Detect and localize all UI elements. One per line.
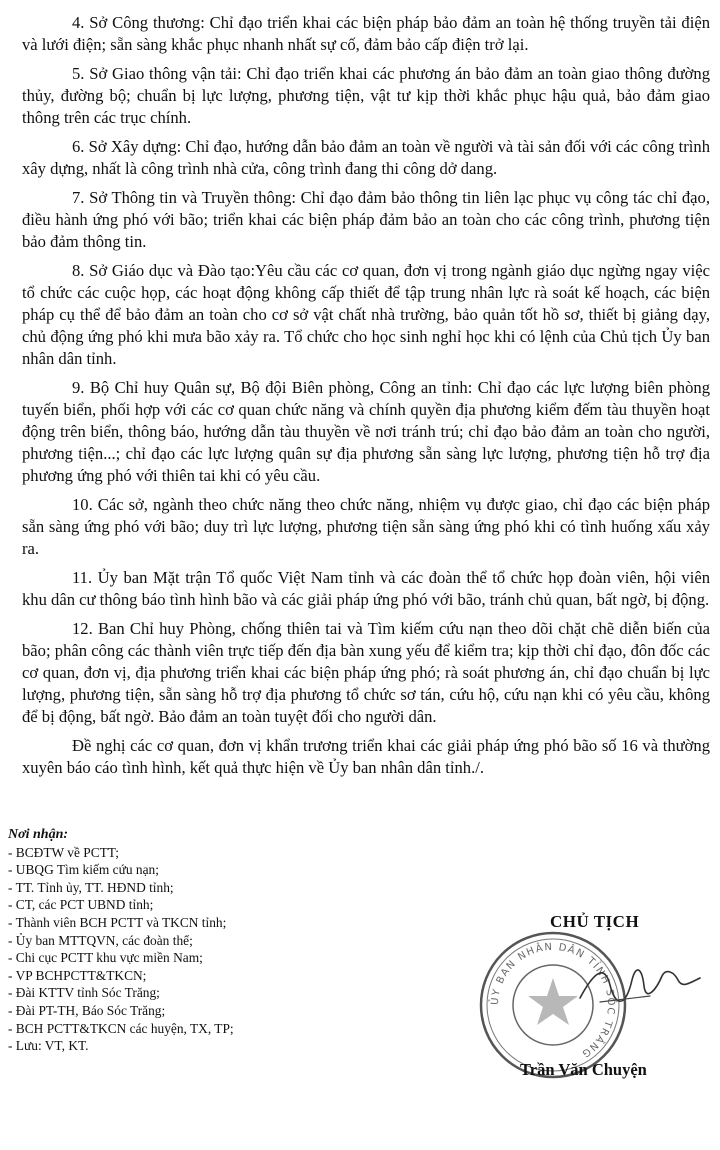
signatory-title: CHỦ TỊCH <box>550 912 640 931</box>
recipient-item: - Lưu: VT, KT. <box>8 1038 89 1054</box>
recipient-item: - Đài KTTV tỉnh Sóc Trăng; <box>8 985 160 1001</box>
paragraph-item-10: 10. Các sở, ngành theo chức năng theo chức năng, nhiệm vụ được giao, chỉ đạo các biện pháp sẵn sàng ứng phó với bão; duy trì lực lượng, phương tiện sẵn sàng ứng phó khi có tình huống xấu xảy ra. <box>22 495 710 558</box>
paragraph-item-12: 12. Ban Chỉ huy Phòng, chống thiên tai và Tìm kiếm cứu nạn theo dõi chặt chẽ diễn biến của bão; phân công các thành viên trực tiếp đến địa bàn xung yếu để kiểm tra; kịp thời chỉ đạo, đôn đốc các cơ quan, đơn vị, địa phương triển khai các biện pháp ứng phó; rà soát phương án, chỉ đạo chuẩn bị lực lượng, phương tiện, sẵn sàng hỗ trợ địa phương tổ chức sơ tán, cứu hộ, cứu nạn khi có yêu cầu, không để bị động, bất ngờ. Bảo đảm an toàn tuyệt đối cho người dân. <box>22 619 710 726</box>
recipient-item: - Ủy ban MTTQVN, các đoàn thể; <box>8 932 193 948</box>
recipients-label: Nơi nhận: <box>8 827 69 842</box>
handwritten-signature-icon <box>570 950 710 1020</box>
recipient-item: - CT, các PCT UBND tỉnh; <box>8 897 154 913</box>
closing-paragraph: Đề nghị các cơ quan, đơn vị khẩn trương triển khai các giải pháp ứng phó bão số 16 và thường xuyên báo cáo tình hình, kết quả thực hiện về Ủy ban nhân dân tỉnh./. <box>22 736 710 777</box>
recipient-item: - UBQG Tìm kiếm cứu nạn; <box>8 862 159 878</box>
recipient-item: - Thành viên BCH PCTT và TKCN tỉnh; <box>8 914 227 930</box>
recipient-item: - BCH PCTT&TKCN các huyện, TX, TP; <box>8 1020 234 1036</box>
seal-text: ỦY BAN NHÂN DÂN TỈNH SÓC TRĂNG <box>489 941 617 1060</box>
paragraph-item-7: 7. Sở Thông tin và Truyền thông: Chỉ đạo đảm bảo thông tin liên lạc phục vụ công tác chỉ đạo, điều hành ứng phó với bão; triển khai các biện pháp đảm bảo an toàn cho các công trình, phương tiện bảo đảm thông tin. <box>22 188 710 251</box>
signatory-name: Trần Văn Chuyện <box>520 1060 647 1079</box>
paragraph-item-6: 6. Sở Xây dựng: Chỉ đạo, hướng dẫn bảo đảm an toàn về người và tài sản đối với các công trình xây dựng, nhất là công trình nhà cửa, công trình đang thi công dở dang. <box>22 137 710 178</box>
recipients-block <box>8 826 368 1055</box>
recipient-item: - TT. Tỉnh ủy, TT. HĐND tỉnh; <box>8 879 174 895</box>
document-body <box>22 12 710 786</box>
paragraph-item-11: 11. Ủy ban Mặt trận Tổ quốc Việt Nam tỉnh và các đoàn thể tổ chức họp đoàn viên, hội viên khu dân cư thông báo tình hình bão và các giải pháp ứng phó với bão, tránh chủ quan, bất ngờ, bị động. <box>22 568 710 609</box>
recipient-item: - BCĐTW về PCTT; <box>8 844 119 860</box>
paragraph-item-4: 4. Sở Công thương: Chỉ đạo triển khai các biện pháp bảo đảm an toàn hệ thống truyền tải điện và lưới điện; sẵn sàng khắc phục nhanh nhất sự cố, đảm bảo cấp điện trở lại. <box>22 13 710 54</box>
paragraph-item-5: 5. Sở Giao thông vận tải: Chỉ đạo triển khai các phương án bảo đảm an toàn giao thông đường thủy, đường bộ; chuẩn bị lực lượng, phương tiện, vật tư kịp thời khắc phục hậu quả, bảo đảm giao thông trên các trục chính. <box>22 64 710 127</box>
recipient-item: - Đài PT-TH, Báo Sóc Trăng; <box>8 1002 166 1018</box>
recipient-item: - Chi cục PCTT khu vực miền Nam; <box>8 950 203 966</box>
recipient-item: - VP BCHPCTT&TKCN; <box>8 967 147 983</box>
paragraph-item-8: 8. Sở Giáo dục và Đào tạo:Yêu cầu các cơ quan, đơn vị trong ngành giáo dục ngừng ngay việc tổ chức các cuộc họp, các hoạt động không cấp thiết để tập trung nhân lực rà soát kế hoạch, các biện pháp cụ thể để bảo đảm an toàn cho cơ sở vật chất nhà trường, bảo quản tốt hồ sơ, thiết bị giảng dạy, chủ động ứng phó khi mưa bão xảy ra. Tổ chức cho học sinh nghỉ học khi có lệnh của Chủ tịch Ủy ban nhân dân tỉnh. <box>22 261 710 368</box>
paragraph-item-9: 9. Bộ Chỉ huy Quân sự, Bộ đội Biên phòng, Công an tỉnh: Chỉ đạo các lực lượng biên phòng tuyến biển, phối hợp với các cơ quan chức năng và chính quyền địa phương kiểm đếm tàu thuyền hoạt động trên biển, thông báo, hướng dẫn tàu thuyền về nơi tránh trú; chỉ đạo bảo đảm an toàn cho người, phương tiện...; chỉ đạo các lực lượng quân sự địa phương sẵn sàng lực lượng, phương tiện hỗ trợ địa phương ứng phó với thiên tai khi có yêu cầu. <box>22 378 710 485</box>
